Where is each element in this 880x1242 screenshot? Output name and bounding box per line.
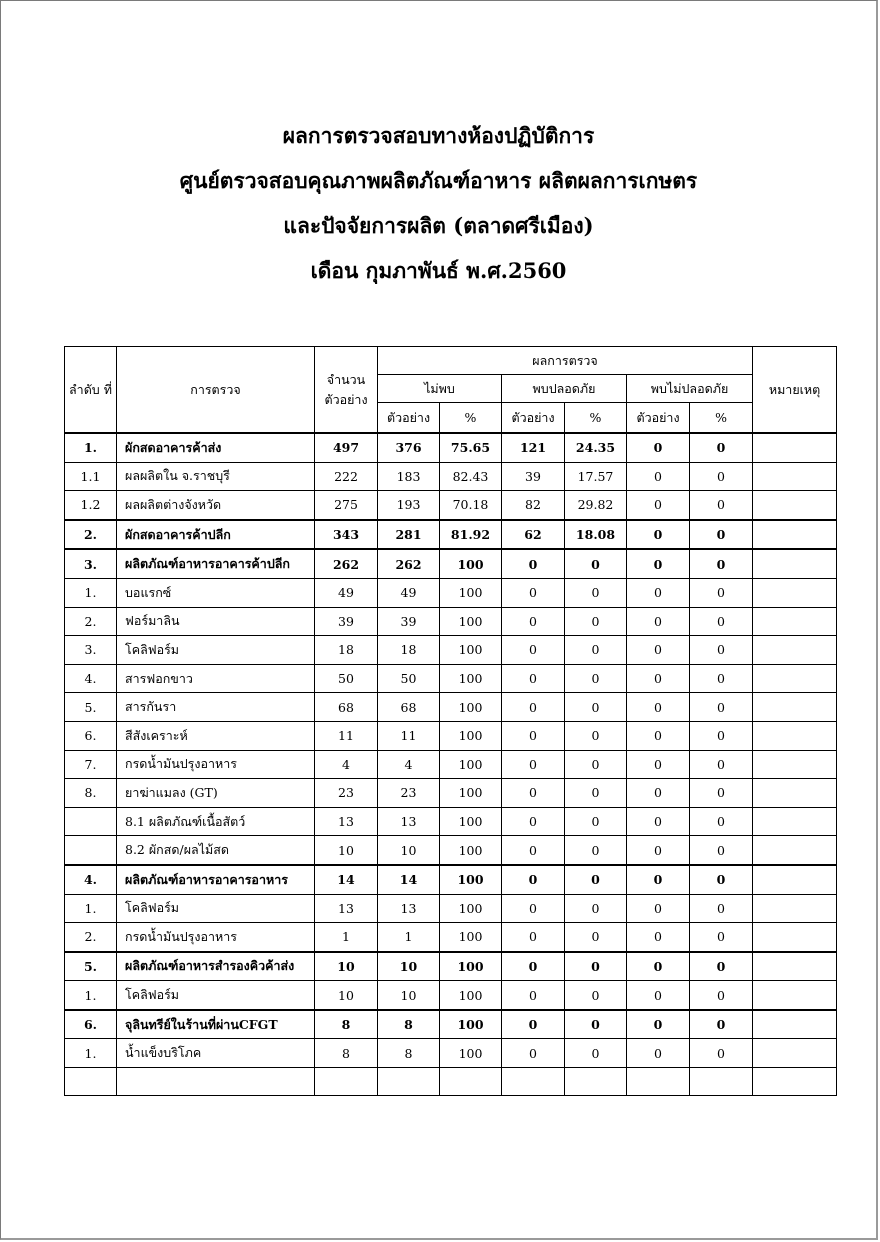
row-unsafe-count: 0 — [627, 894, 690, 923]
row-safe-percent: 0 — [565, 779, 627, 808]
row-safe-count: 0 — [502, 693, 565, 722]
table-row — [65, 636, 837, 665]
row-notfound-percent: 100 — [440, 836, 502, 865]
row-notfound-count: 10 — [378, 981, 440, 1010]
row-unsafe-percent: 0 — [690, 578, 753, 607]
row-notfound-percent: 100 — [440, 981, 502, 1010]
row-note — [753, 636, 837, 665]
row-safe-count: 39 — [502, 462, 565, 491]
row-safe-count: 0 — [502, 952, 565, 981]
row-unsafe-percent: 0 — [690, 779, 753, 808]
row-unsafe-percent: 0 — [690, 952, 753, 981]
row-notfound-count: 11 — [378, 721, 440, 750]
row-safe-percent: 0 — [565, 636, 627, 665]
row-safe-percent: 0 — [565, 1010, 627, 1039]
row-unsafe-count: 0 — [627, 836, 690, 865]
table-row — [65, 1068, 837, 1096]
row-notfound-percent: 100 — [440, 578, 502, 607]
row-note — [753, 578, 837, 607]
row-unsafe-percent — [690, 1068, 753, 1096]
table-row — [65, 578, 837, 607]
row-sample-count: 1 — [315, 923, 378, 952]
row-item-name: สารกันรา — [117, 693, 315, 722]
row-notfound-count: 8 — [378, 1010, 440, 1039]
row-item-name: จุลินทรีย์ในร้านที่ผ่านCFGT — [117, 1010, 315, 1039]
row-unsafe-count: 0 — [627, 491, 690, 520]
row-note — [753, 520, 837, 550]
row-number: 8. — [65, 779, 117, 808]
row-sample-count: 222 — [315, 462, 378, 491]
row-number: 1. — [65, 894, 117, 923]
row-safe-percent: 0 — [565, 952, 627, 981]
row-notfound-percent: 100 — [440, 664, 502, 693]
row-number: 5. — [65, 952, 117, 981]
row-unsafe-percent: 0 — [690, 807, 753, 836]
row-note — [753, 750, 837, 779]
row-unsafe-count: 0 — [627, 1010, 690, 1039]
row-safe-percent: 0 — [565, 750, 627, 779]
row-note — [753, 462, 837, 491]
table-row — [65, 1010, 837, 1039]
table-row — [65, 607, 837, 636]
row-safe-percent: 0 — [565, 607, 627, 636]
row-sample-count: 10 — [315, 952, 378, 981]
row-sample-count: 11 — [315, 721, 378, 750]
table-row — [65, 462, 837, 491]
header-samples: ตัวอย่าง — [502, 403, 565, 434]
row-notfound-percent: 100 — [440, 549, 502, 578]
header-count: จำนวน ตัวอย่าง — [315, 347, 378, 434]
row-item-name: สารฟอกขาว — [117, 664, 315, 693]
row-safe-count: 62 — [502, 520, 565, 550]
row-safe-count: 0 — [502, 923, 565, 952]
report-title — [1, 113, 876, 293]
title-line-4: เดือน กุมภาพันธ์ พ.ศ.2560 — [310, 258, 567, 283]
row-safe-count: 0 — [502, 750, 565, 779]
header-samples: ตัวอย่าง — [378, 403, 440, 434]
row-item-name: ยาฆ่าแมลง (GT) — [117, 779, 315, 808]
row-safe-count: 0 — [502, 807, 565, 836]
row-notfound-count: 13 — [378, 807, 440, 836]
row-notfound-count: 10 — [378, 836, 440, 865]
row-safe-percent: 0 — [565, 865, 627, 894]
row-number: 6. — [65, 1010, 117, 1039]
row-item-name: กรดน้ำมันปรุงอาหาร — [117, 923, 315, 952]
row-safe-count: 0 — [502, 836, 565, 865]
table-row — [65, 981, 837, 1010]
row-note — [753, 923, 837, 952]
row-safe-percent: 0 — [565, 578, 627, 607]
row-unsafe-count: 0 — [627, 664, 690, 693]
title-line-1: ผลการตรวจสอบทางห้องปฏิบัติการ — [282, 123, 595, 148]
table-header — [65, 347, 837, 434]
row-item-name: น้ำแข็งบริโภค — [117, 1039, 315, 1068]
row-unsafe-count: 0 — [627, 549, 690, 578]
row-safe-percent: 17.57 — [565, 462, 627, 491]
row-unsafe-percent: 0 — [690, 607, 753, 636]
row-safe-count: 0 — [502, 894, 565, 923]
results-table — [64, 346, 837, 1096]
row-sample-count: 50 — [315, 664, 378, 693]
row-safe-percent: 0 — [565, 836, 627, 865]
row-unsafe-percent: 0 — [690, 693, 753, 722]
table-row — [65, 952, 837, 981]
row-notfound-count: 8 — [378, 1039, 440, 1068]
row-sample-count: 8 — [315, 1039, 378, 1068]
row-safe-count: 0 — [502, 1010, 565, 1039]
table-row — [65, 836, 837, 865]
row-number: 4. — [65, 664, 117, 693]
row-unsafe-count: 0 — [627, 779, 690, 808]
row-notfound-count: 49 — [378, 578, 440, 607]
row-unsafe-count: 0 — [627, 807, 690, 836]
row-item-name: บอแรกซ์ — [117, 578, 315, 607]
table-row — [65, 1039, 837, 1068]
row-notfound-percent: 82.43 — [440, 462, 502, 491]
row-note — [753, 549, 837, 578]
row-note — [753, 807, 837, 836]
row-item-name: ผลิตภัณฑ์อาหารสำรองคิวค้าส่ง — [117, 952, 315, 981]
table-row — [65, 894, 837, 923]
row-safe-percent: 29.82 — [565, 491, 627, 520]
row-safe-percent: 18.08 — [565, 520, 627, 550]
table-row — [65, 693, 837, 722]
header-percent: % — [690, 403, 753, 434]
row-sample-count: 14 — [315, 865, 378, 894]
row-item-name: ผลผลิตใน จ.ราชบุรี — [117, 462, 315, 491]
table-row — [65, 807, 837, 836]
row-number: 1. — [65, 578, 117, 607]
row-note — [753, 607, 837, 636]
row-unsafe-percent: 0 — [690, 981, 753, 1010]
row-notfound-count: 281 — [378, 520, 440, 550]
row-number: 3. — [65, 549, 117, 578]
header-unsafe: พบไม่ปลอดภัย — [627, 375, 753, 403]
row-safe-percent: 0 — [565, 1039, 627, 1068]
row-notfound-percent: 100 — [440, 952, 502, 981]
row-number: 5. — [65, 693, 117, 722]
row-notfound-percent: 100 — [440, 636, 502, 665]
row-item-name — [117, 1068, 315, 1096]
table-row — [65, 433, 837, 462]
row-number: 2. — [65, 923, 117, 952]
row-unsafe-percent: 0 — [690, 923, 753, 952]
row-unsafe-percent: 0 — [690, 836, 753, 865]
row-sample-count: 10 — [315, 836, 378, 865]
row-notfound-count: 13 — [378, 894, 440, 923]
row-safe-count: 0 — [502, 981, 565, 1010]
row-item-name: ผลิตภัณฑ์อาหารอาคารอาหาร — [117, 865, 315, 894]
row-item-name: ผลผลิตต่างจังหวัด — [117, 491, 315, 520]
row-notfound-percent: 75.65 — [440, 433, 502, 462]
row-notfound-percent: 100 — [440, 1039, 502, 1068]
row-safe-count: 0 — [502, 636, 565, 665]
row-sample-count: 262 — [315, 549, 378, 578]
row-item-name: โคลิฟอร์ม — [117, 636, 315, 665]
row-safe-count: 0 — [502, 549, 565, 578]
row-note — [753, 693, 837, 722]
row-number: 4. — [65, 865, 117, 894]
row-number: 1. — [65, 433, 117, 462]
title-line-2: ศูนย์ตรวจสอบคุณภาพผลิตภัณฑ์อาหาร ผลิตผลการเกษตร — [179, 168, 698, 193]
row-sample-count: 49 — [315, 578, 378, 607]
row-unsafe-count: 0 — [627, 636, 690, 665]
row-unsafe-percent: 0 — [690, 1010, 753, 1039]
row-item-name: กรดน้ำมันปรุงอาหาร — [117, 750, 315, 779]
row-unsafe-count: 0 — [627, 981, 690, 1010]
row-item-name: โคลิฟอร์ม — [117, 894, 315, 923]
row-note — [753, 952, 837, 981]
row-sample-count: 39 — [315, 607, 378, 636]
row-number: 6. — [65, 721, 117, 750]
row-unsafe-percent: 0 — [690, 462, 753, 491]
row-safe-count: 0 — [502, 865, 565, 894]
row-notfound-count — [378, 1068, 440, 1096]
row-sample-count — [315, 1068, 378, 1096]
row-notfound-percent: 100 — [440, 721, 502, 750]
table-row — [65, 721, 837, 750]
row-unsafe-count: 0 — [627, 721, 690, 750]
row-notfound-count: 39 — [378, 607, 440, 636]
row-safe-percent: 0 — [565, 923, 627, 952]
row-sample-count: 275 — [315, 491, 378, 520]
row-number — [65, 836, 117, 865]
row-unsafe-percent: 0 — [690, 721, 753, 750]
row-item-name: สีสังเคราะห์ — [117, 721, 315, 750]
row-note — [753, 1039, 837, 1068]
table-row — [65, 750, 837, 779]
row-sample-count: 497 — [315, 433, 378, 462]
row-unsafe-percent: 0 — [690, 491, 753, 520]
row-number: 1. — [65, 1039, 117, 1068]
row-notfound-count: 50 — [378, 664, 440, 693]
row-item-name: โคลิฟอร์ม — [117, 981, 315, 1010]
table-row — [65, 549, 837, 578]
title-line-3: และปัจจัยการผลิต (ตลาดศรีเมือง) — [283, 213, 594, 238]
table-row — [65, 779, 837, 808]
row-note — [753, 721, 837, 750]
row-item-name: ผักสดอาคารค้าส่ง — [117, 433, 315, 462]
row-sample-count: 23 — [315, 779, 378, 808]
row-item-name: 8.2 ผักสด/ผลไม้สด — [117, 836, 315, 865]
row-item-name: 8.1 ผลิตภัณฑ์เนื้อสัตว์ — [117, 807, 315, 836]
row-item-name: ผลิตภัณฑ์อาหารอาคารค้าปลีก — [117, 549, 315, 578]
row-notfound-count: 193 — [378, 491, 440, 520]
row-notfound-percent: 100 — [440, 607, 502, 636]
table-body — [65, 433, 837, 1096]
row-item-name: ฟอร์มาลิน — [117, 607, 315, 636]
row-sample-count: 4 — [315, 750, 378, 779]
row-unsafe-count — [627, 1068, 690, 1096]
row-notfound-count: 4 — [378, 750, 440, 779]
row-safe-count — [502, 1068, 565, 1096]
header-safe: พบปลอดภัย — [502, 375, 627, 403]
row-unsafe-count: 0 — [627, 1039, 690, 1068]
header-order: ลำดับ ที่ — [65, 347, 117, 434]
row-number: 1. — [65, 981, 117, 1010]
row-unsafe-count: 0 — [627, 865, 690, 894]
row-safe-percent: 24.35 — [565, 433, 627, 462]
row-number — [65, 807, 117, 836]
row-unsafe-count: 0 — [627, 952, 690, 981]
row-safe-percent: 0 — [565, 549, 627, 578]
header-percent: % — [440, 403, 502, 434]
header-note: หมายเหตุ — [753, 347, 837, 434]
row-safe-count: 0 — [502, 721, 565, 750]
row-unsafe-percent: 0 — [690, 894, 753, 923]
row-safe-percent: 0 — [565, 894, 627, 923]
row-safe-count: 0 — [502, 1039, 565, 1068]
row-notfound-percent: 100 — [440, 923, 502, 952]
row-notfound-percent: 100 — [440, 750, 502, 779]
row-note — [753, 1068, 837, 1096]
row-number: 1.1 — [65, 462, 117, 491]
row-safe-percent: 0 — [565, 664, 627, 693]
row-safe-count: 121 — [502, 433, 565, 462]
row-unsafe-count: 0 — [627, 923, 690, 952]
row-notfound-percent: 70.18 — [440, 491, 502, 520]
row-sample-count: 18 — [315, 636, 378, 665]
row-unsafe-count: 0 — [627, 693, 690, 722]
row-notfound-count: 68 — [378, 693, 440, 722]
row-note — [753, 664, 837, 693]
row-number: 2. — [65, 607, 117, 636]
row-sample-count: 13 — [315, 894, 378, 923]
header-item: การตรวจ — [117, 347, 315, 434]
row-notfound-count: 18 — [378, 636, 440, 665]
row-note — [753, 491, 837, 520]
row-safe-count: 0 — [502, 664, 565, 693]
table-row — [65, 664, 837, 693]
row-unsafe-percent: 0 — [690, 865, 753, 894]
table-row — [65, 520, 837, 550]
row-sample-count: 68 — [315, 693, 378, 722]
row-safe-percent: 0 — [565, 807, 627, 836]
row-sample-count: 13 — [315, 807, 378, 836]
row-notfound-count: 183 — [378, 462, 440, 491]
row-number: 7. — [65, 750, 117, 779]
row-safe-percent: 0 — [565, 721, 627, 750]
row-safe-percent: 0 — [565, 981, 627, 1010]
table-row — [65, 923, 837, 952]
row-note — [753, 865, 837, 894]
row-unsafe-count: 0 — [627, 607, 690, 636]
row-sample-count: 10 — [315, 981, 378, 1010]
row-safe-percent — [565, 1068, 627, 1096]
row-unsafe-percent: 0 — [690, 1039, 753, 1068]
row-notfound-count: 376 — [378, 433, 440, 462]
row-note — [753, 433, 837, 462]
row-unsafe-percent: 0 — [690, 549, 753, 578]
row-unsafe-percent: 0 — [690, 636, 753, 665]
table-row — [65, 491, 837, 520]
row-note — [753, 1010, 837, 1039]
table-row — [65, 865, 837, 894]
row-notfound-percent — [440, 1068, 502, 1096]
row-safe-count: 82 — [502, 491, 565, 520]
row-safe-percent: 0 — [565, 693, 627, 722]
row-unsafe-count: 0 — [627, 520, 690, 550]
row-number: 3. — [65, 636, 117, 665]
row-note — [753, 779, 837, 808]
row-unsafe-percent: 0 — [690, 433, 753, 462]
row-unsafe-percent: 0 — [690, 520, 753, 550]
row-unsafe-percent: 0 — [690, 664, 753, 693]
row-number: 1.2 — [65, 491, 117, 520]
row-notfound-count: 262 — [378, 549, 440, 578]
row-notfound-percent: 81.92 — [440, 520, 502, 550]
header-not-found: ไม่พบ — [378, 375, 502, 403]
row-notfound-percent: 100 — [440, 693, 502, 722]
row-notfound-percent: 100 — [440, 894, 502, 923]
header-results: ผลการตรวจ — [378, 347, 753, 375]
row-note — [753, 836, 837, 865]
row-notfound-count: 10 — [378, 952, 440, 981]
row-notfound-percent: 100 — [440, 807, 502, 836]
row-note — [753, 894, 837, 923]
row-safe-count: 0 — [502, 607, 565, 636]
row-item-name: ผักสดอาคารค้าปลีก — [117, 520, 315, 550]
row-sample-count: 343 — [315, 520, 378, 550]
row-notfound-count: 1 — [378, 923, 440, 952]
row-sample-count: 8 — [315, 1010, 378, 1039]
row-notfound-percent: 100 — [440, 1010, 502, 1039]
row-unsafe-percent: 0 — [690, 750, 753, 779]
row-number — [65, 1068, 117, 1096]
row-notfound-percent: 100 — [440, 865, 502, 894]
row-number: 2. — [65, 520, 117, 550]
row-unsafe-count: 0 — [627, 462, 690, 491]
header-samples: ตัวอย่าง — [627, 403, 690, 434]
header-percent: % — [565, 403, 627, 434]
row-notfound-count: 14 — [378, 865, 440, 894]
row-unsafe-count: 0 — [627, 750, 690, 779]
row-safe-count: 0 — [502, 578, 565, 607]
row-unsafe-count: 0 — [627, 578, 690, 607]
row-notfound-percent: 100 — [440, 779, 502, 808]
row-notfound-count: 23 — [378, 779, 440, 808]
row-safe-count: 0 — [502, 779, 565, 808]
row-note — [753, 981, 837, 1010]
row-unsafe-count: 0 — [627, 433, 690, 462]
